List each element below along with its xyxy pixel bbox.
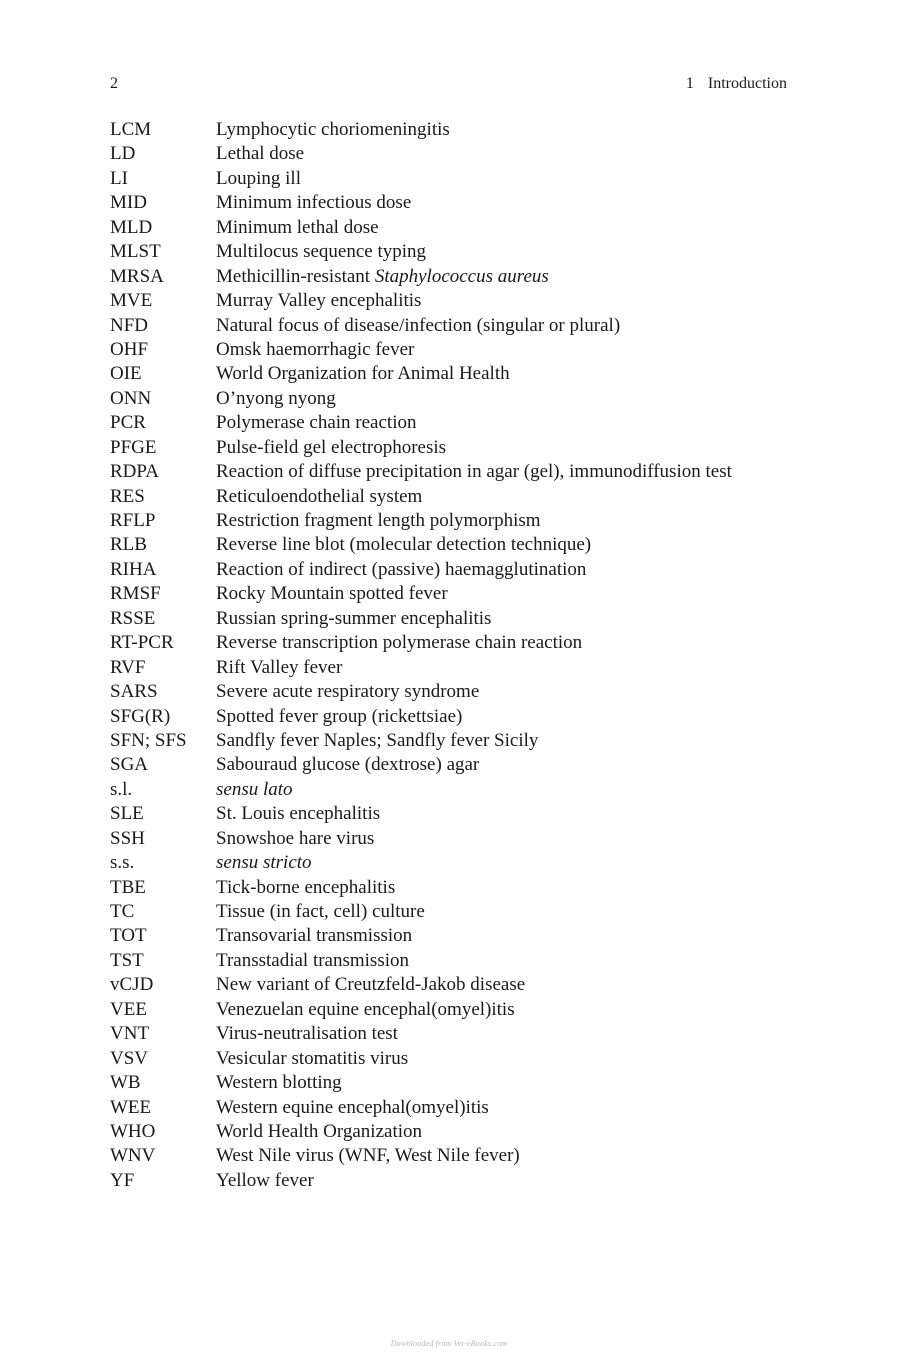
abbreviation-term: ONN [110,387,152,409]
definition-text: Methicillin-resistant [216,265,375,287]
abbreviation-definition [216,387,800,411]
list-item [110,460,800,484]
list-item [110,167,800,191]
abbreviation-term: MVE [110,290,153,312]
list-item [110,533,800,557]
definition-text: O’nyong nyong [216,387,336,409]
definition-text: Rocky Mountain spotted fever [216,583,448,605]
chapter-title: Introduction [707,75,787,92]
abbreviation-definition [216,998,800,1022]
list-item [110,802,800,826]
abbreviation-definition [216,631,800,655]
abbreviation-term: RSSE [110,607,156,629]
list-item [110,998,800,1022]
definition-text: Natural focus of disease/infection (singular or plural) [216,314,621,336]
definition-text: Tissue (in fact, cell) culture [216,901,425,922]
abbreviation-definition [216,582,800,606]
list-item [110,631,800,655]
abbreviation-list [110,118,800,1193]
list-item [110,949,800,973]
list-item [110,338,800,362]
definition-text: Polymerase chain reaction [216,412,417,434]
abbreviation-term: s.l. [110,778,133,800]
abbreviation-definition [216,851,800,875]
abbreviation-term: RIHA [110,558,157,580]
abbreviation-definition [216,436,800,460]
list-item [110,1120,800,1144]
definition-text: Western blotting [216,1072,342,1094]
abbreviation-definition [216,949,800,973]
abbreviation-definition [216,240,800,264]
abbreviation-term: WNV [110,1145,156,1167]
abbreviation-term: WB [110,1072,141,1094]
definition-text: Reaction of diffuse precipitation in agar (gel), immunodiffusion test [216,461,732,483]
list-item [110,778,800,802]
abbreviation-definition [216,1169,800,1193]
list-item [110,1169,800,1193]
abbreviation-definition [216,411,800,435]
list-item [110,558,800,582]
abbreviation-term: OIE [110,363,142,385]
definition-text: Louping ill [216,167,301,189]
abbreviation-term: s.s. [110,852,135,874]
definition-text: Pulse-field gel electrophoresis [216,436,447,458]
definition-text: Reaction of indirect (passive) haemagglutination [216,558,587,580]
definition-text: Restriction fragment length polymorphism [216,510,541,531]
abbreviation-definition [216,1071,800,1095]
abbreviation-term: VSV [110,1047,149,1069]
definition-italic-text: Staphylococcus aureus [374,265,549,287]
abbreviation-term: RVF [110,656,146,678]
abbreviation-definition [216,729,800,753]
abbreviation-definition [216,191,800,215]
abbreviation-term: VEE [110,998,147,1020]
list-item [110,582,800,606]
abbreviation-term: TBE [110,876,146,898]
list-item [110,411,800,435]
list-item [110,729,800,753]
abbreviation-term: TC [110,901,135,922]
list-item [110,216,800,240]
abbreviation-term: MID [110,192,147,214]
definition-text: Murray Valley encephalitis [216,290,422,312]
abbreviation-definition [216,216,800,240]
list-item [110,240,800,264]
abbreviation-definition [216,656,800,680]
list-item [110,1022,800,1046]
abbreviation-definition [216,827,800,851]
list-item [110,1144,800,1168]
abbreviation-term: RDPA [110,461,159,483]
definition-text: Severe acute respiratory syndrome [216,681,480,703]
definition-text: Multilocus sequence typing [216,241,427,263]
abbreviation-term: MRSA [110,265,164,287]
definition-text: Western equine encephal(omyel)itis [216,1096,489,1118]
list-item [110,289,800,313]
abbreviation-term: RMSF [110,583,161,605]
abbreviation-definition [216,265,800,289]
definition-text: Reticuloendothelial system [216,485,423,507]
abbreviation-term: SLE [110,803,144,825]
abbreviation-definition [216,705,800,729]
abbreviation-term: SGA [110,754,149,776]
abbreviation-term: MLST [110,241,161,263]
definition-text: Vesicular stomatitis virus [216,1047,409,1069]
abbreviation-definition [216,876,800,900]
definition-text: Snowshoe hare virus [216,827,375,849]
abbreviation-definition [216,1022,800,1046]
abbreviation-term: RES [110,485,145,507]
list-item [110,118,800,142]
abbreviation-definition [216,1047,800,1071]
definition-text: Virus-neutralisation test [216,1023,398,1045]
definition-text: Sabouraud glucose (dextrose) agar [216,754,480,776]
definition-text: Reverse line blot (molecular detection technique) [216,534,592,556]
abbreviation-term: SFN; SFS [110,729,187,751]
abbreviation-definition [216,1120,800,1144]
abbreviation-definition [216,338,800,362]
definition-text: Transovarial transmission [216,925,413,947]
abbreviation-term: TST [110,949,144,971]
list-item [110,1047,800,1071]
definition-text: Omsk haemorrhagic fever [216,338,415,360]
list-item [110,387,800,411]
abbreviation-definition [216,362,800,386]
list-item [110,705,800,729]
definition-text: Venezuelan equine encephal(omyel)itis [216,998,515,1020]
abbreviation-term: SSH [110,827,145,849]
definition-text: New variant of Creutzfeld-Jakob disease [216,974,526,996]
abbreviation-term: YF [110,1169,135,1191]
list-item [110,827,800,851]
abbreviation-term: SFG(R) [110,705,171,727]
abbreviation-definition [216,900,800,924]
list-item [110,656,800,680]
list-item [110,876,800,900]
chapter-number: 1 [685,75,694,92]
abbreviation-term: WEE [110,1096,152,1118]
definition-text: World Organization for Animal Health [216,363,510,385]
abbreviation-term: RFLP [110,510,156,531]
abbreviation-term: WHO [110,1120,156,1142]
abbreviation-term: PCR [110,412,146,434]
abbreviation-term: RLB [110,534,147,556]
abbreviation-term: vCJD [110,974,154,996]
abbreviation-term: RT-PCR [110,632,174,654]
abbreviation-term: VNT [110,1023,150,1045]
definition-text: Tick-borne encephalitis [216,876,396,898]
abbreviation-definition [216,802,800,826]
definition-text: Yellow fever [216,1169,314,1191]
abbreviation-definition [216,973,800,997]
abbreviation-term: PFGE [110,436,157,458]
definition-text: Minimum lethal dose [216,216,379,238]
abbreviation-term: MLD [110,216,153,238]
definition-text: Transstadial transmission [216,949,409,971]
abbreviation-definition [216,314,800,338]
list-item [110,485,800,509]
abbreviation-term: LD [110,143,136,165]
list-item [110,753,800,777]
definition-italic-text: sensu lato [216,778,293,800]
abbreviation-definition [216,485,800,509]
list-item [110,900,800,924]
abbreviation-definition [216,753,800,777]
abbreviation-definition [216,680,800,704]
definition-text: Minimum infectious dose [216,192,412,214]
abbreviation-definition [216,509,800,533]
page-number: 2 [110,75,118,92]
definition-text: World Health Organization [216,1120,423,1142]
list-item [110,509,800,533]
definition-text: Russian spring-summer encephalitis [216,607,492,629]
list-item [110,1096,800,1120]
abbreviation-definition [216,607,800,631]
definition-text: Sandfly fever Naples; Sandfly fever Sicily [216,729,539,751]
abbreviation-definition [216,142,800,166]
definition-text: Rift Valley fever [216,656,343,678]
definition-text: Lymphocytic choriomeningitis [216,119,450,140]
abbreviation-term: NFD [110,314,149,336]
list-item [110,924,800,948]
abbreviation-definition [216,289,800,313]
abbreviation-definition [216,558,800,582]
definition-text: West Nile virus (WNF, West Nile fever) [216,1145,520,1167]
abbreviation-definition [216,118,800,142]
list-item [110,680,800,704]
abbreviation-definition [216,1096,800,1120]
list-item [110,265,800,289]
abbreviation-definition [216,460,800,484]
abbreviation-term: LI [110,167,128,189]
running-head [686,73,787,95]
abbreviation-term: OHF [110,338,149,360]
abbreviation-definition [216,533,800,557]
list-item [110,851,800,875]
definition-text: St. Louis encephalitis [216,803,381,825]
abbreviation-term: SARS [110,681,158,703]
list-item [110,142,800,166]
list-item [110,436,800,460]
abbreviation-term: TOT [110,925,147,947]
definition-text: Lethal dose [216,143,305,165]
abbreviation-definition [216,778,800,802]
footer-watermark: Downloaded from Vet-eBooks.com [390,1339,508,1348]
list-item [110,362,800,386]
list-item [110,314,800,338]
abbreviation-definition [216,1144,800,1168]
page-header [110,73,787,95]
list-item [110,191,800,215]
list-item [110,1071,800,1095]
abbreviation-term: LCM [110,119,152,140]
abbreviation-definition [216,167,800,191]
list-item [110,973,800,997]
definition-italic-text: sensu stricto [216,852,312,874]
definition-text: Reverse transcription polymerase chain reaction [216,632,583,654]
abbreviation-definition [216,924,800,948]
definition-text: Spotted fever group (rickettsiae) [216,705,463,727]
list-item [110,607,800,631]
